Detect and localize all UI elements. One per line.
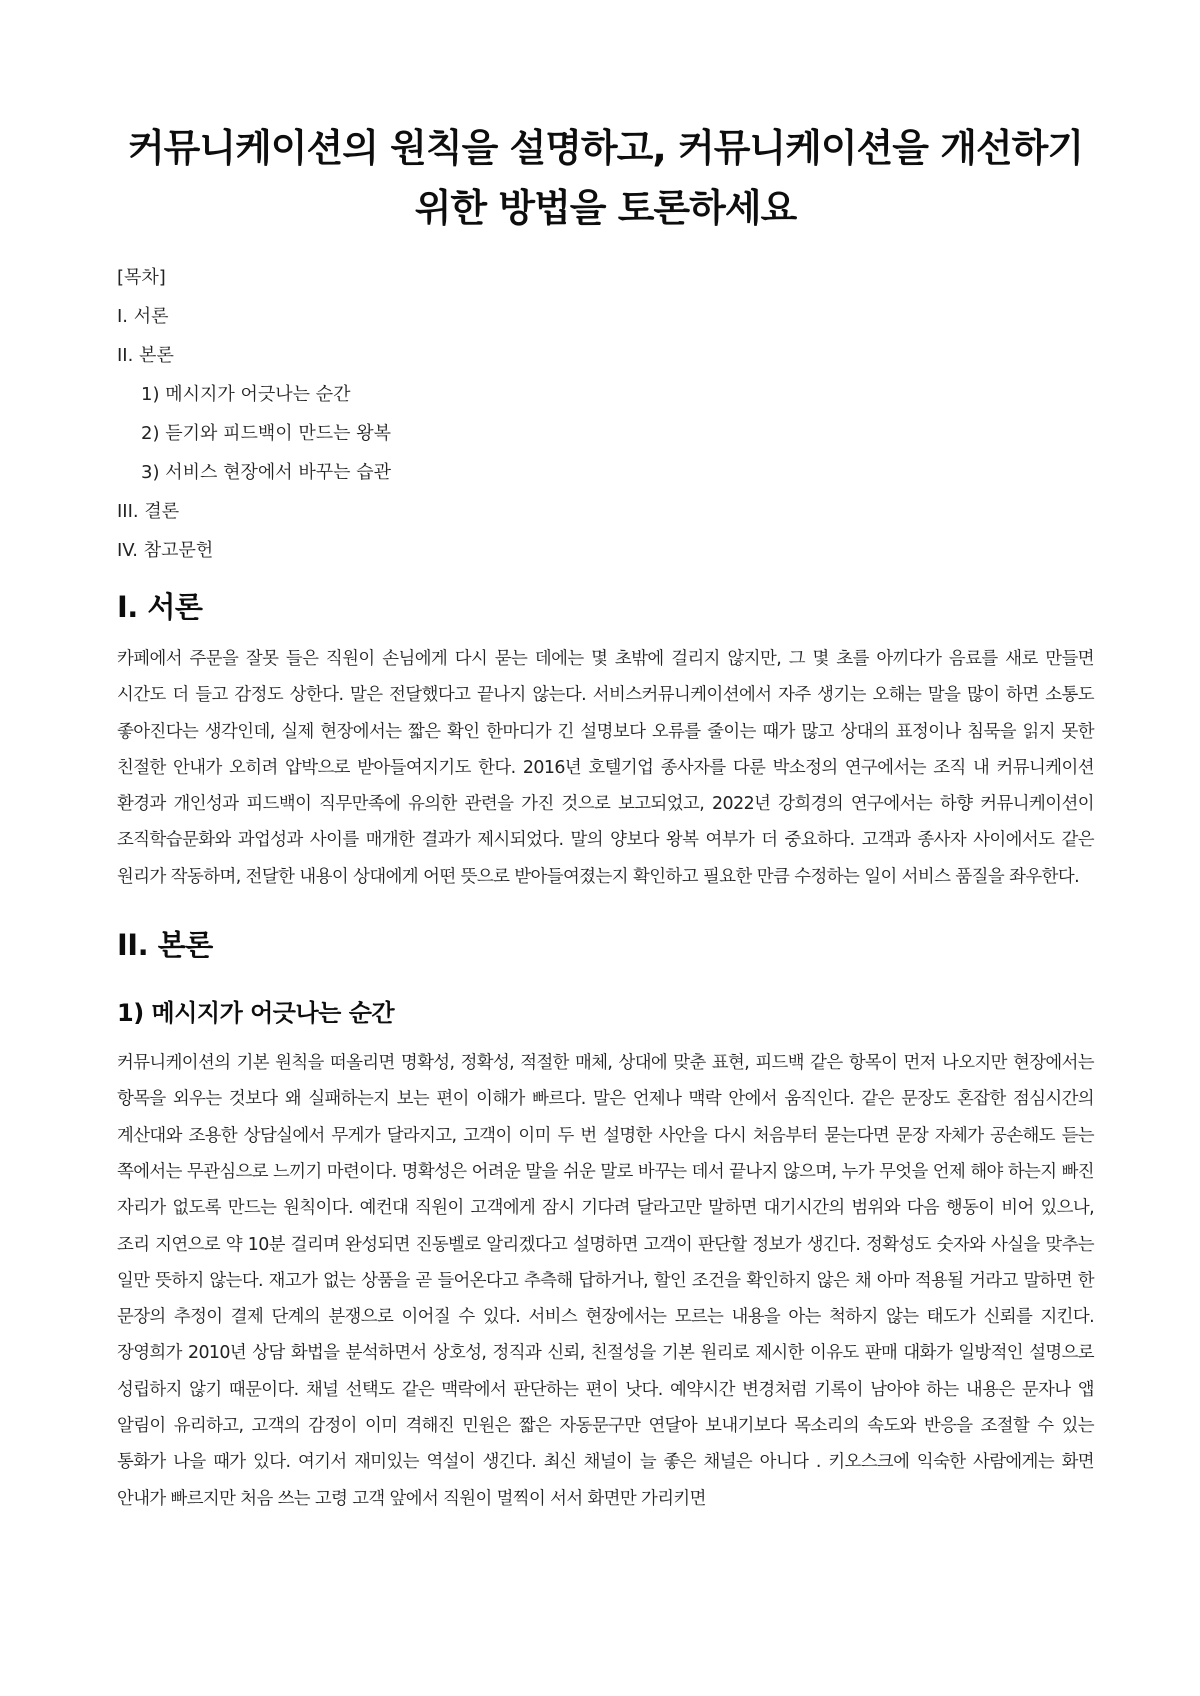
- subsection-1-paragraph: 커뮤니케이션의 기본 원칙을 떠올리면 명확성, 정확성, 적절한 매체, 상대에 맞춘 표현, 피드백 같은 항목이 먼저 나오지만 현장에서는 항목을 외우는 것보다 왜 실패하는지 보는 편이 이해가 빠르다. 말은 언제나 맥락 안에서 움직인다. 같은 문장도 혼잡한 점심시간의 계산대와 조용한 상담실에서 무게가 달라지고, 고객이 이미 두 번 설명한 사안을 다시 처음부터 묻는다면 문장 자체가 공손해도 듣는 쪽에서는 무관심으로 느끼기 마련이다. 명확성은 어려운 말을 쉬운 말로 바꾸는 데서 끝나지 않으며, 누가 무엇을 언제 해야 하는지 빠진 자리가 없도록 만드는 원칙이다. 예컨대 직원이 고객에게 잠시 기다려 달라고만 말하면 대기시간의 범위와 다음 행동이 비어 있으나, 조리 지연으로 약 10분 걸리며 완성되면 진동벨로 알리겠다고 설명하면 고객이 판단할 정보가 생긴다. 정확성도 숫자와 사실을 맞추는 일만 뜻하지 않는다. 재고가 없는 상품을 곧 들어온다고 추측해 답하거나, 할인 조건을 확인하지 않은 채 아마 적용될 거라고 말하면 한 문장의 추정이 결제 단계의 분쟁으로 이어질 수 있다. 서비스 현장에서는 모르는 내용을 아는 척하지 않는 태도가 신뢰를 지킨다. 장영희가 2010년 상담 화법을 분석하면서 상호성, 정직과 신뢰, 친절성을 기본 원리로 제시한 이유도 판매 대화가 일방적인 설명으로 성립하지 않기 때문이다. 채널 선택도 같은 맥락에서 판단하는 편이 낫다. 예약시간 변경처럼 기록이 남아야 하는 내용은 문자나 앱 알림이 유리하고, 고객의 감정이 이미 격해진 민원은 짧은 자동문구만 연달아 보내기보다 목소리의 속도와 반응을 조절할 수 있는 통화가 나을 때가 있다. 여기서 재미있는 역설이 생긴다. 최신 채널이 늘 좋은 채널은 아니다 . 키오스크에 익숙한 사람에게는 화면 안내가 빠르지만 처음 쓰는 고령 고객 앞에서 직원이 멀찍이 서서 화면만 가리키면: [117, 1053, 1094, 1509]
- document-title: 커뮤니케이션의 원칙을 설명하고, 커뮤니케이션을 개선하기 위한 방법을 토론하세요: [127, 126, 1084, 230]
- toc-item-body-3: 3) 서비스 현장에서 바꾸는 습관: [141, 462, 392, 483]
- toc-heading: [목차]: [117, 267, 166, 288]
- section-heading-body: II. 본론: [117, 928, 213, 963]
- toc-item-body-1: 1) 메시지가 어긋나는 순간: [141, 384, 351, 405]
- table-of-contents: [117, 266, 1094, 563]
- section-heading-intro: I. 서론: [117, 590, 203, 624]
- toc-item-body-2: 2) 듣기와 피드백이 만드는 왕복: [141, 423, 392, 444]
- intro-paragraph: 카페에서 주문을 잘못 들은 직원이 손님에게 다시 묻는 데에는 몇 초밖에 걸리지 않지만, 그 몇 초를 아끼다가 음료를 새로 만들면 시간도 더 들고 감정도 상한다. 말은 전달했다고 끝나지 않는다. 서비스커뮤니케이션에서 자주 생기는 오해는 말을 많이 하면 소통도 좋아진다는 생각인데, 실제 현장에서는 짧은 확인 한마디가 긴 설명보다 오류를 줄이는 때가 많고 상대의 표정이나 침묵을 읽지 못한 친절한 안내가 오히려 압박으로 받아들여지기도 한다. 2016년 호텔기업 종사자를 다룬 박소정의 연구에서는 조직 내 커뮤니케이션 환경과 개인성과 피드백이 직무만족에 유의한 관련을 가진 것으로 보고되었고, 2022년 강희경의 연구에서는 하향 커뮤니케이션이 조직학습문화와 과업성과 사이를 매개한 결과가 제시되었다. 말의 양보다 왕복 여부가 더 중요하다. 고객과 종사자 사이에서도 같은 원리가 작동하며, 전달한 내용이 상대에게 어떤 뜻으로 받아들여졌는지 확인하고 필요한 만큼 수정하는 일이 서비스 품질을 좌우한다.: [117, 649, 1094, 887]
- toc-item-intro: I. 서론: [117, 306, 169, 327]
- toc-item-conclusion: III. 결론: [117, 501, 180, 522]
- subsection-heading-1: 1) 메시지가 어긋나는 순간: [117, 999, 395, 1028]
- toc-item-references: IV. 참고문헌: [117, 540, 214, 561]
- toc-item-body: II. 본론: [117, 345, 174, 366]
